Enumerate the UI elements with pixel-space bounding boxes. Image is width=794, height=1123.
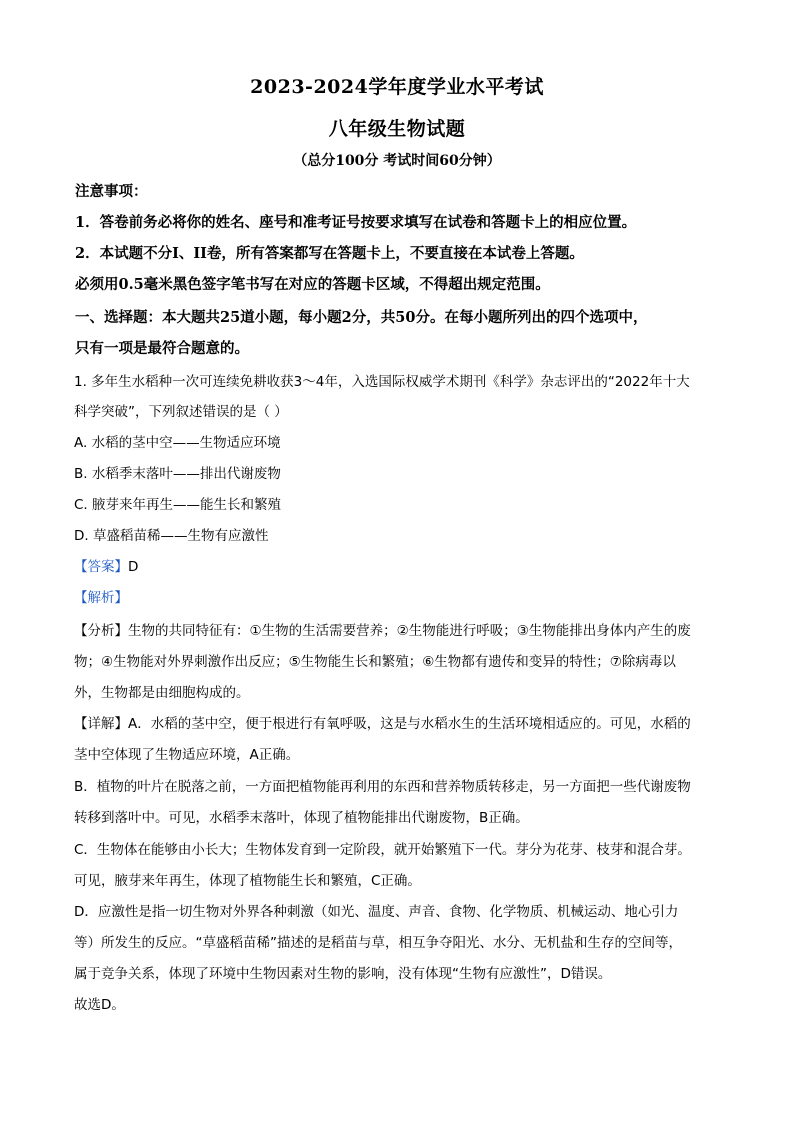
notice-heading: 注意事项：: [75, 183, 148, 200]
detail-d-line3: 属于竞争关系，体现了环境中生物因素对生物的影响，没有体现“生物有应激性”，D错误。: [74, 966, 612, 982]
answer-line: [74, 555, 734, 575]
analysis-label: 【分析】: [74, 623, 128, 639]
detail-d-line2: 等）所发生的反应。“草盛稻苗稀”描述的是稻苗与草，相互争夺阳光、水分、无机盐和生存的空间等，: [74, 935, 682, 951]
detail-c-line1: C．生物体在能够由小长大；生物体发育到一定阶段，就开始繁殖下一代。芽分为花芽、枝芽和混合芽。: [74, 842, 691, 858]
exam-subject-title: 八年级生物试题: [328, 118, 466, 140]
analysis-line1: [74, 619, 734, 639]
option-c: C. 腋芽来年再生——能生长和繁殖: [74, 497, 282, 513]
detail-c-line2: 可见，腋芽来年再生，体现了植物能生长和繁殖，C正确。: [74, 873, 421, 889]
analysis-text-1: 生物的共同特征有：①生物的生活需要营养；②生物能进行呼吸；③生物能排出身体内产生的废: [128, 623, 691, 639]
detail-a-line2: 茎中空体现了生物适应环境，A正确。: [74, 747, 300, 763]
analysis-line2: 物；④生物能对外界刺激作出反应；⑤生物能生长和繁殖；⑥生物都有遗传和变异的特性；⑦除病毒以: [74, 654, 676, 670]
question-stem-line1: 1. 多年生水稻种一次可连续免耕收获3～4年，入选国际权威学术期刊《科学》杂志评出的“2022年十大: [74, 374, 690, 390]
option-d: D. 草盛稻苗稀——生物有应激性: [74, 528, 269, 544]
exam-score-time: （总分100分 考试时间60分钟）: [293, 153, 501, 169]
answer-value: D: [128, 559, 139, 575]
question-stem-line2: 科学突破”，下列叙述错误的是（ ）: [74, 404, 288, 420]
conclusion-line: 故选D。: [74, 997, 125, 1013]
section-heading-line1: 一、选择题：本大题共25道小题，每小题2分，共50分。在每小题所列出的四个选项中，: [75, 309, 648, 326]
notice-item-3: 必须用0.5毫米黑色签字笔书写在对应的答题卡区域，不得超出规定范围。: [75, 276, 550, 293]
detail-a-text-1: A．水稻的茎中空，便于根进行有氧呼吸，这是与水稻水生的生活环境相适应的。可见，水稻的: [128, 716, 691, 732]
exam-title: 2023-2024学年度学业水平考试: [250, 76, 544, 98]
option-a: A. 水稻的茎中空——生物适应环境: [74, 435, 281, 451]
notice-item-1: 1．答卷前务必将你的姓名、座号和准考证号按要求填写在试卷和答题卡上的相应位置。: [75, 214, 637, 231]
detail-label: 【详解】: [74, 716, 128, 732]
answer-tag: 【答案】: [74, 559, 128, 575]
section-heading-line2: 只有一项是最符合题意的。: [75, 340, 249, 357]
analysis-tag: 【解析】: [74, 590, 128, 606]
notice-item-2: 2．本试题不分I、II卷，所有答案都写在答题卡上，不要直接在本试卷上答题。: [75, 245, 584, 262]
detail-b-line1: B．植物的叶片在脱落之前，一方面把植物能再利用的东西和营养物质转移走，另一方面把一些代谢废物: [74, 779, 691, 795]
option-b: B. 水稻季末落叶——排出代谢废物: [74, 466, 281, 482]
detail-a-line1: [74, 712, 734, 732]
analysis-heading: [74, 586, 734, 606]
detail-d-line1: D．应激性是指一切生物对外界各种刺激（如光、温度、声音、食物、化学物质、机械运动、地心引力: [74, 904, 679, 920]
analysis-line3: 外，生物都是由细胞构成的。: [74, 685, 250, 701]
detail-b-line2: 转移到落叶中。可见，水稻季末落叶，体现了植物能排出代谢废物，B正确。: [74, 810, 529, 826]
